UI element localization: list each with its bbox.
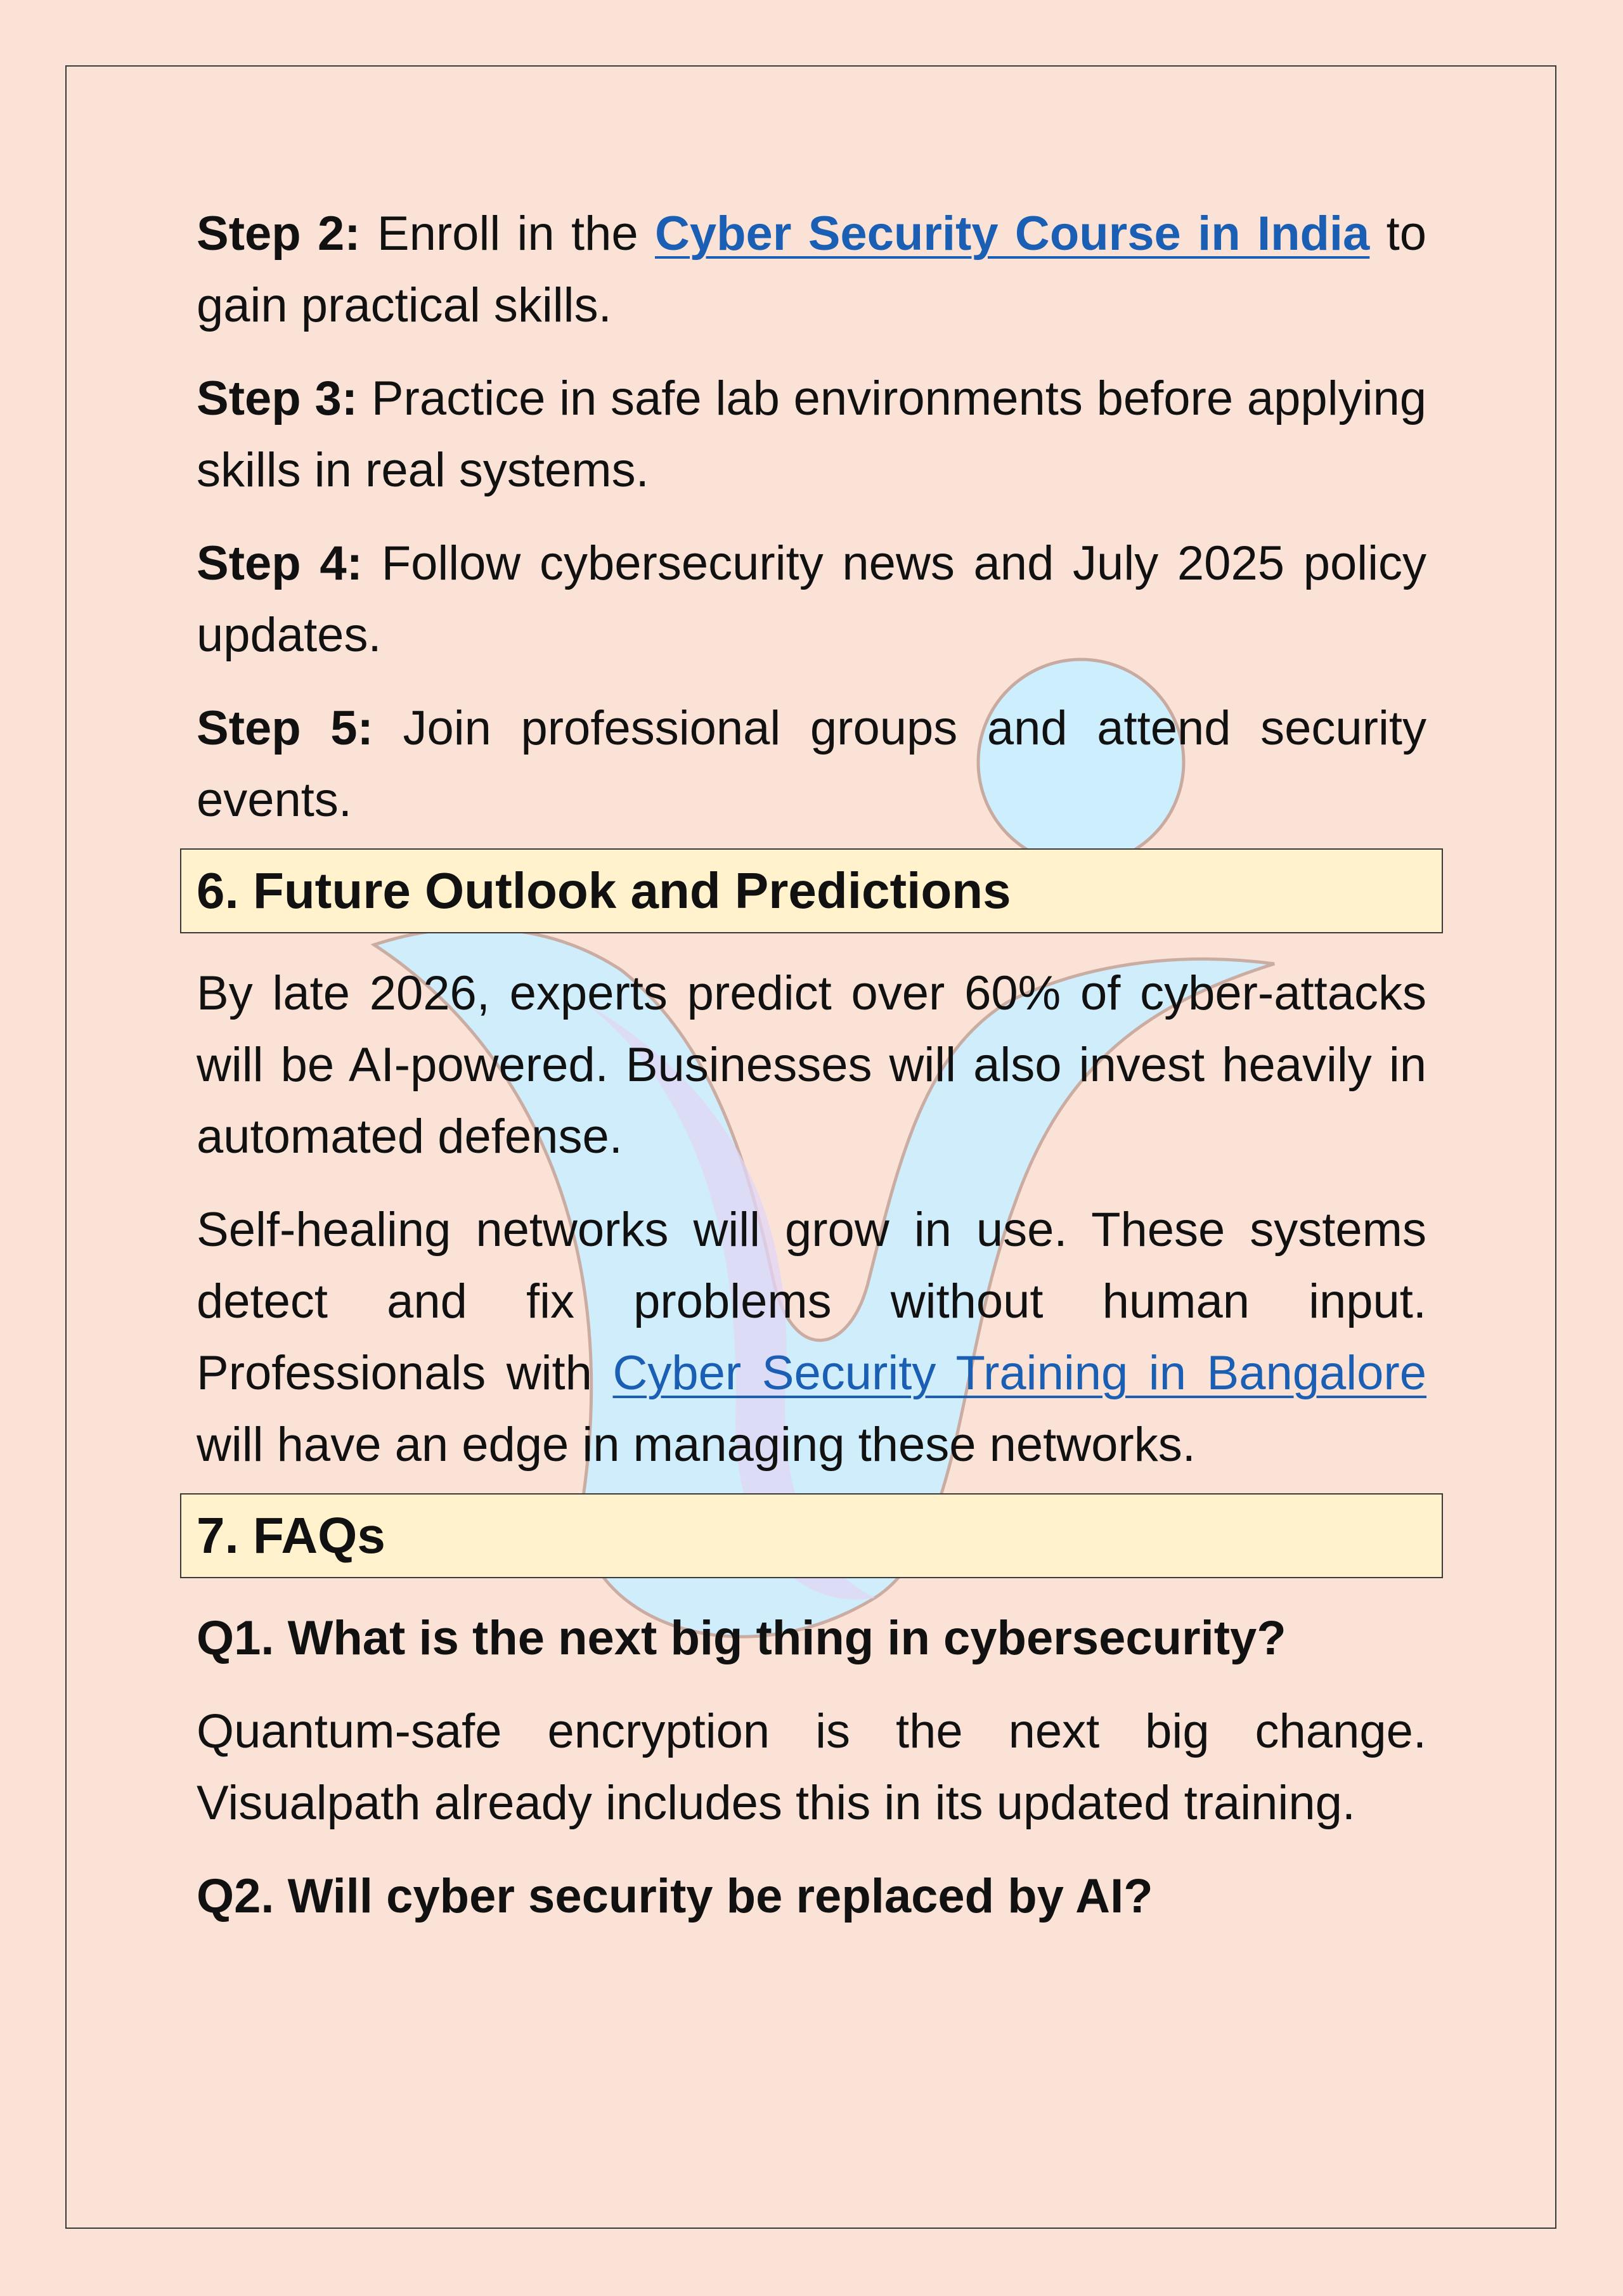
section-6-heading: 6. Future Outlook and Predictions xyxy=(180,848,1443,933)
step-3-text: Practice in safe lab environments before applying skills in real systems. xyxy=(197,372,1427,497)
faq-answer-1: Quantum-safe encryption is the next big change. Visualpath already includes this in its updated training. xyxy=(197,1704,1426,1830)
section-6-paragraph-2-post: will have an edge in managing these networks. xyxy=(197,1418,1196,1472)
step-4-label: Step 4: xyxy=(197,536,363,590)
step-2-text-post: to gain practical skills. xyxy=(197,207,1426,332)
step-4-text: Follow cybersecurity news and July 2025 policy updates. xyxy=(197,536,1426,662)
cyber-security-training-bangalore-link[interactable]: Cyber Security Training in Bangalore xyxy=(612,1346,1427,1400)
step-5-label: Step 5: xyxy=(197,701,373,755)
section-7-heading: 7. FAQs xyxy=(180,1493,1443,1578)
faq-question-1: Q1. What is the next big thing in cybersecurity? xyxy=(197,1611,1286,1665)
step-3-label: Step 3: xyxy=(197,372,358,425)
step-2-text-pre: Enroll in the xyxy=(360,207,655,261)
cyber-security-course-india-link[interactable]: Cyber Security Course in India xyxy=(654,207,1370,261)
step-5-text: Join professional groups and attend security events. xyxy=(197,701,1426,827)
step-4-paragraph xyxy=(197,528,1426,671)
faq-question-2: Q2. Will cyber security be replaced by AI? xyxy=(197,1869,1153,1923)
step-2-label: Step 2: xyxy=(197,207,361,261)
section-6-paragraph-2-pre: Self-healing networks will grow in use. These systems detect and fix problems without human input. Professionals with xyxy=(197,1203,1426,1400)
section-6-paragraph-2 xyxy=(197,1194,1426,1481)
step-5-paragraph xyxy=(197,692,1426,836)
document-content xyxy=(197,198,1426,1954)
section-6-paragraph-1: By late 2026, experts predict over 60% of cyber-attacks will be AI-powered. Businesses will also invest heavily in automated defense. xyxy=(197,966,1426,1164)
step-2-paragraph xyxy=(197,198,1426,341)
step-3-paragraph xyxy=(197,363,1426,506)
